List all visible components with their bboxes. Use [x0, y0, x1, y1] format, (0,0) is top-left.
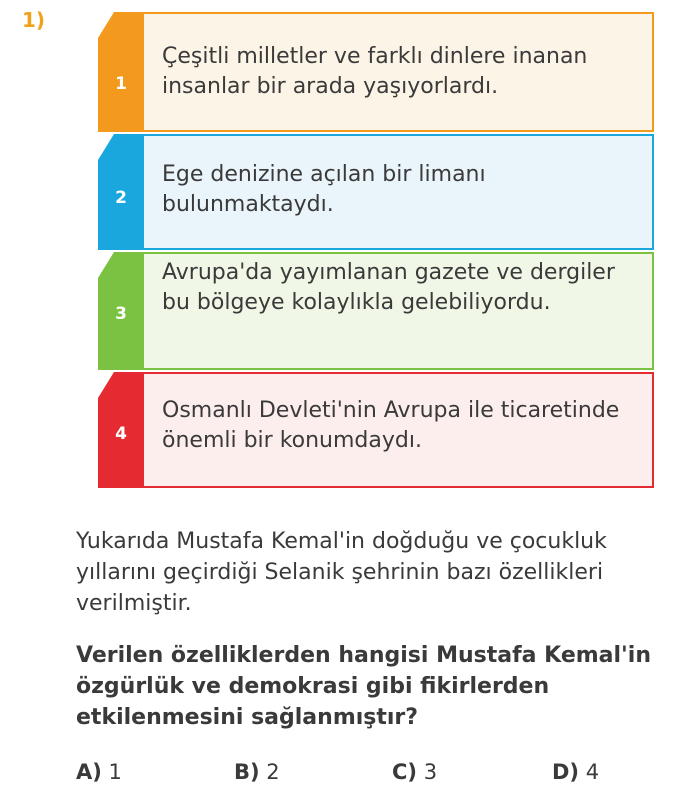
item-card-2	[142, 134, 654, 250]
option-c-label: C)	[392, 760, 418, 784]
item-text-2: Ege denizine açılan bir limanı bulunmaktaydı.	[162, 162, 486, 217]
item-number-tab-2	[98, 134, 144, 250]
item-text-3: Avrupa'da yayımlanan gazete ve dergiler bu bölgeye kolaylıkla gelebiliyordu.	[162, 260, 615, 315]
item-number-tab-1	[98, 12, 144, 132]
item-number-3: 3	[115, 304, 127, 324]
item-number-tab-4	[98, 372, 144, 488]
option-c[interactable]	[392, 760, 437, 784]
option-a-value: 1	[108, 760, 122, 784]
option-d-label: D)	[552, 760, 580, 784]
option-a-label: A)	[76, 760, 102, 784]
item-card-3	[142, 252, 654, 370]
option-c-value: 3	[423, 760, 438, 784]
question-number: 1)	[22, 8, 46, 32]
option-d-value: 4	[585, 760, 600, 784]
item-card-4	[142, 372, 654, 488]
option-d[interactable]	[552, 760, 599, 784]
option-b[interactable]	[234, 760, 280, 784]
option-b-label: B)	[234, 760, 260, 784]
question-text: Verilen özelliklerden hangisi Mustafa Kemal'in özgürlük ve demokrasi gibi fikirlerden etkilenmesini sağlanmıştır?	[76, 643, 651, 730]
option-a[interactable]	[76, 760, 122, 784]
item-text-1: Çeşitli milletler ve farklı dinlere inanan insanlar bir arada yaşıyorlardı.	[162, 44, 588, 99]
item-number-2: 2	[115, 188, 127, 208]
item-number-1: 1	[115, 74, 127, 94]
item-number-4: 4	[115, 424, 127, 444]
item-number-tab-3	[98, 252, 144, 370]
option-b-value: 2	[266, 760, 280, 784]
item-card-1	[142, 12, 654, 132]
description-text: Yukarıda Mustafa Kemal'in doğduğu ve çocukluk yıllarını geçirdiği Selanik şehrinin bazı özellikleri verilmiştir.	[76, 529, 607, 616]
item-text-4: Osmanlı Devleti'nin Avrupa ile ticaretinde önemli bir konumdaydı.	[162, 398, 620, 453]
